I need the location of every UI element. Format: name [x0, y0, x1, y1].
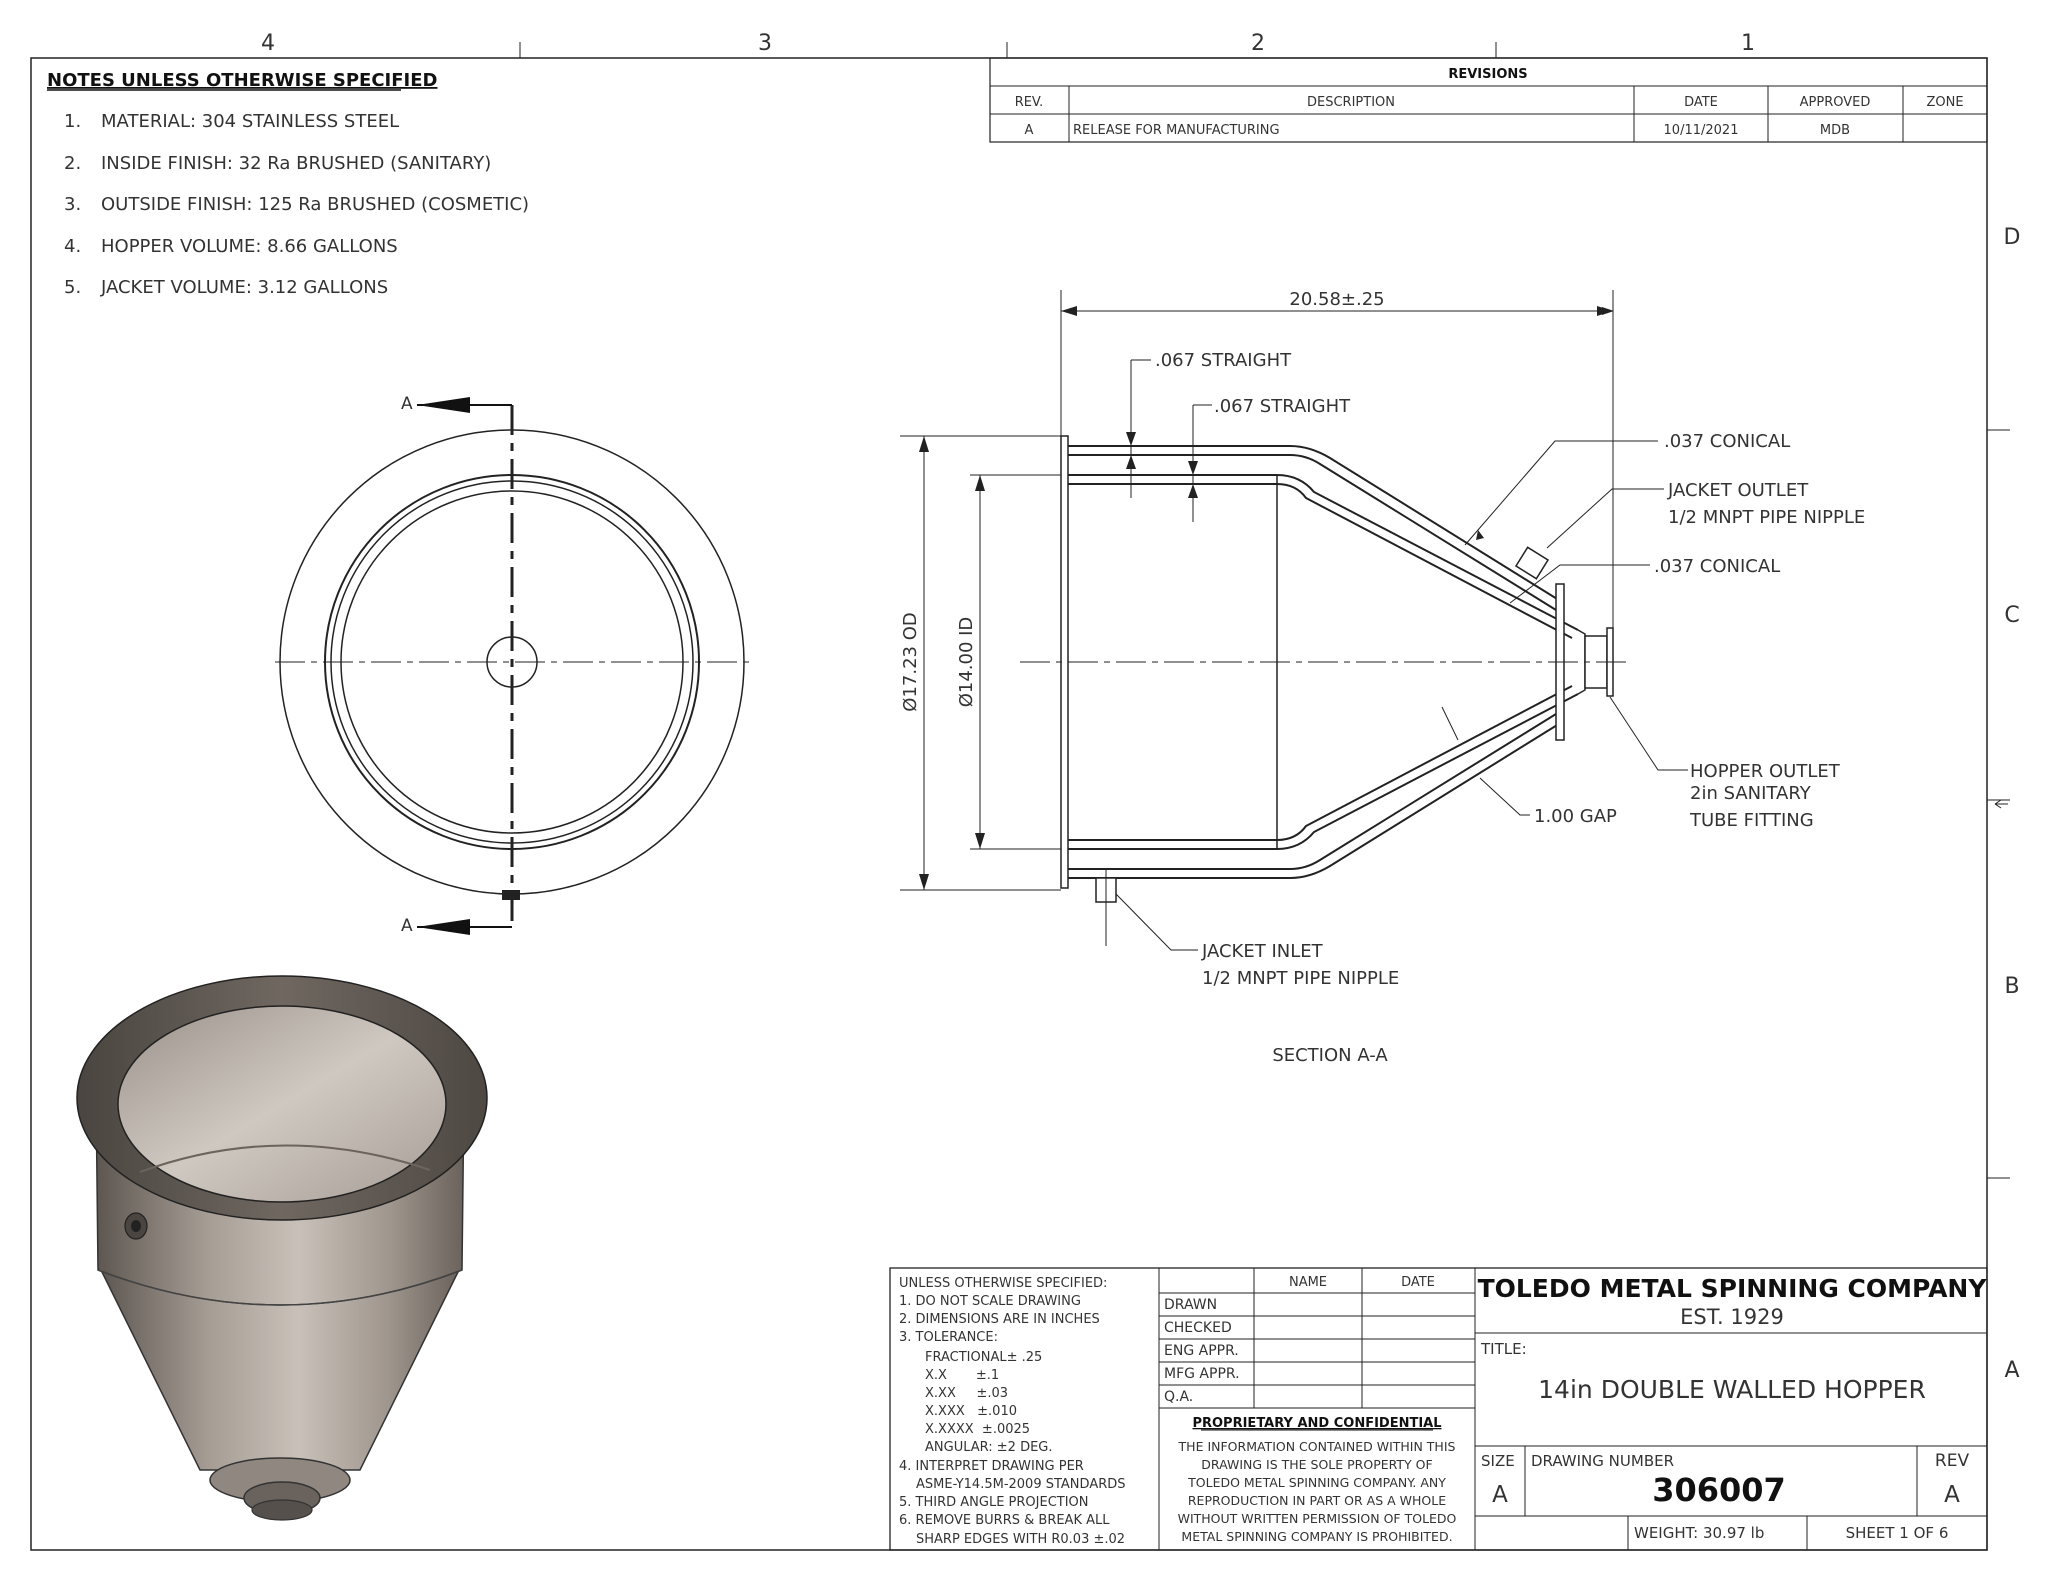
proprietary-line: DRAWING IS THE SOLE PROPERTY OF: [1201, 1457, 1433, 1472]
callout-jacket-inlet-2: 1/2 MNPT PIPE NIPPLE: [1202, 968, 1400, 989]
dim-straight-1: .067 STRAIGHT: [1155, 350, 1292, 371]
rev-cell: A: [1024, 123, 1034, 138]
rev-label: REV: [1934, 1451, 1970, 1471]
section-view: [900, 289, 1865, 1066]
zone-col-4: 4: [261, 31, 275, 56]
rev-header: APPROVED: [1799, 95, 1871, 110]
sheet-number: SHEET 1 OF 6: [1845, 1524, 1949, 1542]
tolerance-line: 2. DIMENSIONS ARE IN INCHES: [899, 1312, 1100, 1327]
rev-header: DESCRIPTION: [1307, 95, 1395, 110]
drawing-title: 14in DOUBLE WALLED HOPPER: [1538, 1375, 1926, 1404]
dim-straight-2: .067 STRAIGHT: [1214, 396, 1351, 417]
callout-hopper-outlet-2: 2in SANITARY: [1690, 783, 1811, 804]
tolerance-line: ANGULAR: ±2 DEG.: [925, 1440, 1053, 1455]
notes-heading: NOTES UNLESS OTHERWISE SPECIFIED: [47, 70, 438, 91]
proprietary-line: REPRODUCTION IN PART OR AS A WHOLE: [1187, 1493, 1447, 1508]
tolerance-line: X.XXX ±.010: [925, 1404, 1017, 1419]
callout-jacket-outlet-2: 1/2 MNPT PIPE NIPPLE: [1668, 507, 1866, 528]
weight: WEIGHT: 30.97 lb: [1634, 1524, 1765, 1542]
signoff-row: DRAWN: [1164, 1297, 1218, 1313]
signoff-row: CHECKED: [1164, 1320, 1232, 1336]
note-text: INSIDE FINISH: 32 Ra BRUSHED (SANITARY): [101, 153, 492, 174]
dim-overall-length: 20.58±.25: [1289, 289, 1385, 310]
title-label: TITLE:: [1481, 1340, 1527, 1358]
note-number: 4.: [64, 236, 82, 257]
tolerance-line: 6. REMOVE BURRS & BREAK ALL: [899, 1513, 1110, 1528]
tolerance-line: UNLESS OTHERWISE SPECIFIED:: [899, 1276, 1108, 1291]
callout-hopper-outlet-3: TUBE FITTING: [1690, 810, 1814, 831]
note-number: 5.: [64, 277, 82, 298]
size-label: SIZE: [1481, 1452, 1515, 1470]
rev-header: REV.: [1014, 95, 1044, 110]
rev-cell: MDB: [1819, 123, 1851, 138]
tolerance-line: 3. TOLERANCE:: [899, 1330, 998, 1345]
tolerance-line: 4. INTERPRET DRAWING PER: [899, 1459, 1084, 1474]
signoff-col-name: NAME: [1288, 1275, 1328, 1290]
revisions-table: [990, 58, 1987, 142]
rev-cell: RELEASE FOR MANUFACTURING: [1073, 123, 1280, 138]
dim-gap: 1.00 GAP: [1534, 806, 1617, 827]
tolerance-line: ASME-Y14.5M-2009 STANDARDS: [916, 1477, 1126, 1492]
dim-od: Ø17.23 OD: [900, 612, 921, 712]
section-label-top: A: [401, 394, 413, 414]
rev-cell: 10/11/2021: [1663, 123, 1739, 138]
proprietary-line: WITHOUT WRITTEN PERMISSION OF TOLEDO: [1177, 1511, 1457, 1526]
note-number: 2.: [64, 153, 82, 174]
title-block: [1475, 1274, 1987, 1550]
callout-jacket-inlet-1: JACKET INLET: [1202, 941, 1323, 962]
note-text: HOPPER VOLUME: 8.66 GALLONS: [101, 236, 398, 257]
zone-row-c: C: [2004, 603, 2020, 628]
note-text: OUTSIDE FINISH: 125 Ra BRUSHED (COSMETIC): [101, 194, 530, 215]
zone-col-2: 2: [1251, 31, 1265, 56]
iso-render: [77, 976, 487, 1520]
dim-conical-1: .037 CONICAL: [1664, 431, 1791, 452]
rev-header: ZONE: [1926, 95, 1964, 110]
rev-header: DATE: [1684, 95, 1718, 110]
proprietary-line: METAL SPINNING COMPANY IS PROHIBITED.: [1181, 1529, 1453, 1544]
callout-jacket-outlet-1: JACKET OUTLET: [1668, 480, 1809, 501]
section-label-bottom: A: [401, 916, 413, 936]
size-value: A: [1492, 1482, 1508, 1508]
drawing-number: 306007: [1652, 1471, 1786, 1509]
dim-id: Ø14.00 ID: [956, 616, 977, 708]
tolerance-line: X.XX ±.03: [925, 1386, 1009, 1401]
zone-col-1: 1: [1741, 31, 1755, 56]
signoff-row: Q.A.: [1164, 1389, 1194, 1405]
top-view: [275, 394, 750, 936]
signoff-row: MFG APPR.: [1164, 1366, 1240, 1382]
tolerance-line: X.X ±.1: [925, 1368, 1000, 1383]
signoff-col-date: DATE: [1401, 1275, 1435, 1290]
drawing-number-label: DRAWING NUMBER: [1531, 1452, 1675, 1470]
note-text: JACKET VOLUME: 3.12 GALLONS: [101, 277, 389, 298]
callout-hopper-outlet-1: HOPPER OUTLET: [1690, 761, 1840, 782]
proprietary-block: [1178, 1416, 1457, 1544]
notes-block: [47, 70, 529, 298]
zone-col-3: 3: [758, 31, 772, 56]
tolerance-line: X.XXXX ±.0025: [925, 1422, 1031, 1437]
note-text: MATERIAL: 304 STAINLESS STEEL: [101, 111, 400, 132]
dim-conical-2: .037 CONICAL: [1654, 556, 1781, 577]
company-name: TOLEDO METAL SPINNING COMPANY: [1477, 1274, 1987, 1303]
company-est: EST. 1929: [1680, 1305, 1784, 1329]
zone-row-b: B: [2004, 974, 2020, 999]
tolerance-line: 1. DO NOT SCALE DRAWING: [899, 1294, 1081, 1309]
proprietary-line: TOLEDO METAL SPINNING COMPANY. ANY: [1188, 1475, 1446, 1490]
proprietary-line: THE INFORMATION CONTAINED WITHIN THIS: [1178, 1439, 1456, 1454]
note-number: 1.: [64, 111, 82, 132]
signoff-row: ENG APPR.: [1164, 1343, 1239, 1359]
tolerance-line: SHARP EDGES WITH R0.03 ±.02: [916, 1532, 1126, 1547]
zone-row-a: A: [2004, 1358, 2020, 1383]
proprietary-heading: PROPRIETARY AND CONFIDENTIAL: [1192, 1416, 1442, 1431]
note-number: 3.: [64, 194, 82, 215]
section-title: SECTION A-A: [1272, 1045, 1388, 1066]
rev-value: A: [1944, 1482, 1960, 1508]
tolerance-line: FRACTIONAL± .25: [925, 1350, 1043, 1365]
zone-row-d: D: [2003, 225, 2021, 250]
revisions-title: REVISIONS: [1448, 67, 1528, 82]
tolerance-line: 5. THIRD ANGLE PROJECTION: [899, 1495, 1089, 1510]
